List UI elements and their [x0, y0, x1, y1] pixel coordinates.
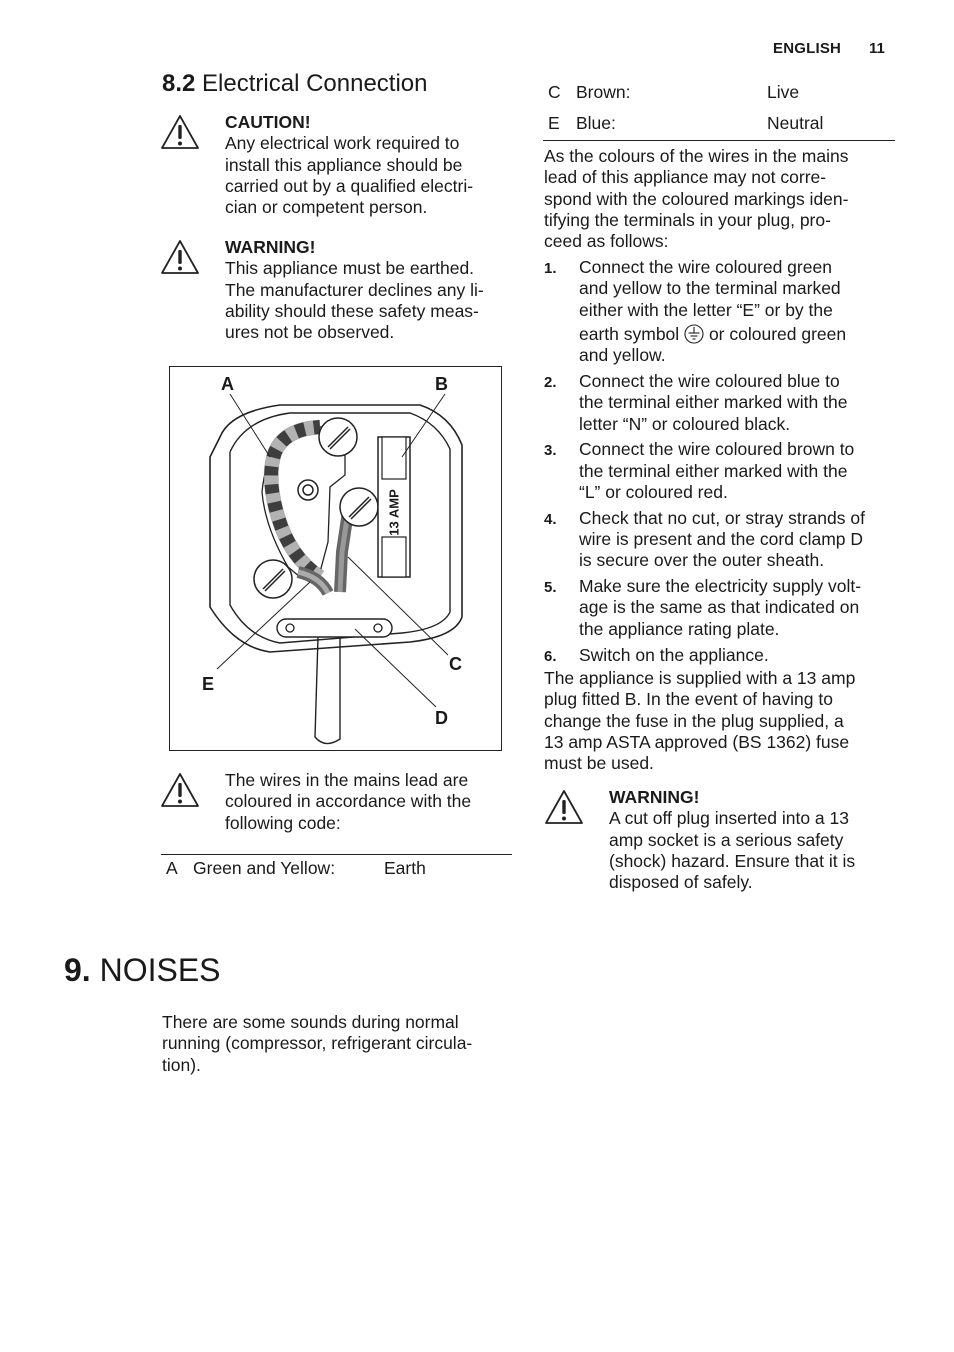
step-line: age is the same as that indicated on: [579, 597, 860, 618]
fuse-line: The appliance is supplied with a 13 amp: [544, 668, 856, 688]
step-line: and yellow.: [579, 345, 666, 366]
table-rule: [161, 854, 512, 855]
warning-line: This appliance must be earthed.: [225, 258, 475, 279]
table-row: [548, 113, 888, 134]
wires-note: [225, 770, 471, 834]
list-item: [544, 257, 899, 366]
warning-triangle-icon: [544, 789, 584, 825]
intro-line: As the colours of the wires in the mains: [544, 146, 849, 166]
chapter-title-text: NOISES: [99, 952, 221, 988]
fuse-line: 13 amp ASTA approved (BS 1362) fuse: [544, 731, 850, 752]
header-language: ENGLISH: [773, 40, 842, 57]
noises-paragraph: [162, 1012, 472, 1076]
step-line: and yellow to the terminal marked: [579, 278, 841, 299]
caution-line: carried out by a qualified electri-: [225, 175, 474, 196]
caution-heading: CAUTION!: [225, 112, 311, 132]
step-number: 5.: [544, 579, 557, 597]
wires-note-line: The wires in the mains lead are: [225, 770, 469, 790]
warning-line: ability should these safety meas-: [225, 300, 479, 321]
step-line: Connect the wire coloured brown to: [579, 439, 855, 460]
warning-line: amp socket is a serious safety: [609, 829, 844, 850]
fuse-line: change the fuse in the plug supplied, a: [544, 710, 844, 731]
warning-heading: WARNING!: [609, 787, 700, 807]
section-number: 8.2: [162, 70, 196, 97]
warning-line: (shock) hazard. Ensure that it is: [609, 850, 856, 871]
step-line: wire is present and the cord clamp D: [579, 529, 864, 550]
chapter-title: [64, 952, 221, 989]
plug-illustration: [170, 367, 503, 752]
noises-line: tion).: [162, 1054, 201, 1075]
fuse-paragraph: [544, 668, 855, 774]
list-item: [544, 439, 899, 503]
caution-block: [225, 112, 473, 218]
code-letter: E: [548, 113, 560, 133]
step-line: “L” or coloured red.: [579, 481, 728, 502]
code-letter: A: [166, 858, 178, 878]
warning-line: ures not be observed.: [225, 322, 395, 343]
plug-wiring-diagram: [169, 366, 502, 751]
chapter-number: 9.: [64, 952, 91, 988]
warning-line: disposed of safely.: [609, 872, 753, 893]
wires-note-line: following code:: [225, 812, 341, 833]
caution-line: install this appliance should be: [225, 154, 463, 175]
section-title: [162, 70, 428, 98]
fuse-label: 13 AMP: [386, 488, 402, 536]
step-text: or coloured green: [708, 323, 847, 344]
table-rule: [543, 140, 895, 141]
intro-line: lead of this appliance may not corre-: [544, 167, 827, 188]
fuse-label-wrap: [381, 487, 407, 537]
step-number: 6.: [544, 647, 557, 665]
figure-label-e: E: [202, 674, 215, 694]
code-colour: Blue:: [576, 113, 616, 133]
step-line: Connect the wire coloured blue to: [579, 370, 840, 391]
step-number: 2.: [544, 373, 557, 391]
caution-line: cian or competent person.: [225, 197, 428, 218]
step-line: either with the letter “E” or by the: [579, 299, 833, 320]
step-line: the appliance rating plate.: [579, 618, 780, 639]
step-line: the terminal either marked with the: [579, 392, 848, 413]
steps-list: [544, 257, 899, 666]
code-meaning: Earth: [384, 858, 426, 878]
section-title-text: Electrical Connection: [202, 70, 428, 97]
step-number: 1.: [544, 260, 557, 277]
step-text: earth symbol: [579, 323, 680, 344]
noises-line: There are some sounds during normal: [162, 1012, 459, 1032]
warning-line: A cut off plug inserted into a 13: [609, 808, 849, 829]
step-line: [579, 324, 899, 345]
warning-triangle-icon: [160, 772, 200, 808]
warning-heading: WARNING!: [225, 237, 316, 257]
list-item: [544, 371, 899, 435]
warning-line: The manufacturer declines any li-: [225, 279, 484, 300]
figure-label-b: B: [435, 374, 448, 394]
figure-label-c: C: [449, 654, 462, 674]
step-line: Switch on the appliance.: [579, 644, 769, 665]
warning-triangle-icon: [160, 114, 200, 150]
list-item: [544, 645, 899, 666]
intro-line: spond with the coloured markings iden-: [544, 188, 849, 209]
step-line: Connect the wire coloured green: [579, 257, 832, 277]
intro-paragraph: [544, 146, 848, 252]
earth-symbol-icon: [684, 324, 704, 344]
figure-label-d: D: [435, 708, 448, 728]
fuse-line: must be used.: [544, 753, 654, 774]
noises-line: running (compressor, refrigerant circula-: [162, 1033, 473, 1054]
step-line: the terminal either marked with the: [579, 460, 848, 481]
step-number: 4.: [544, 510, 557, 528]
warning-block: [225, 237, 484, 343]
page-number: 11: [869, 40, 885, 57]
list-item: [544, 576, 899, 640]
wires-note-line: coloured in accordance with the: [225, 791, 472, 812]
list-item: [544, 508, 899, 572]
step-line: Check that no cut, or stray strands of: [579, 507, 865, 528]
step-line: letter “N” or coloured black.: [579, 413, 791, 434]
code-colour: Green and Yellow:: [193, 858, 336, 878]
step-line: is secure over the outer sheath.: [579, 550, 825, 571]
warning-triangle-icon: [160, 239, 200, 275]
figure-label-a: A: [221, 374, 234, 394]
warning-block: [609, 787, 855, 893]
caution-line: Any electrical work required to: [225, 133, 460, 154]
intro-line: ceed as follows:: [544, 231, 669, 252]
table-row: [548, 82, 888, 103]
code-meaning: Neutral: [767, 113, 824, 133]
code-meaning: Live: [767, 82, 800, 102]
fuse-line: plug fitted B. In the event of having to: [544, 689, 833, 710]
step-number: 3.: [544, 442, 557, 460]
step-line: Make sure the electricity supply volt-: [579, 576, 862, 597]
intro-line: tifying the terminals in your plug, pro-: [544, 209, 831, 230]
code-colour: Brown:: [576, 82, 631, 102]
code-letter: C: [548, 82, 561, 102]
